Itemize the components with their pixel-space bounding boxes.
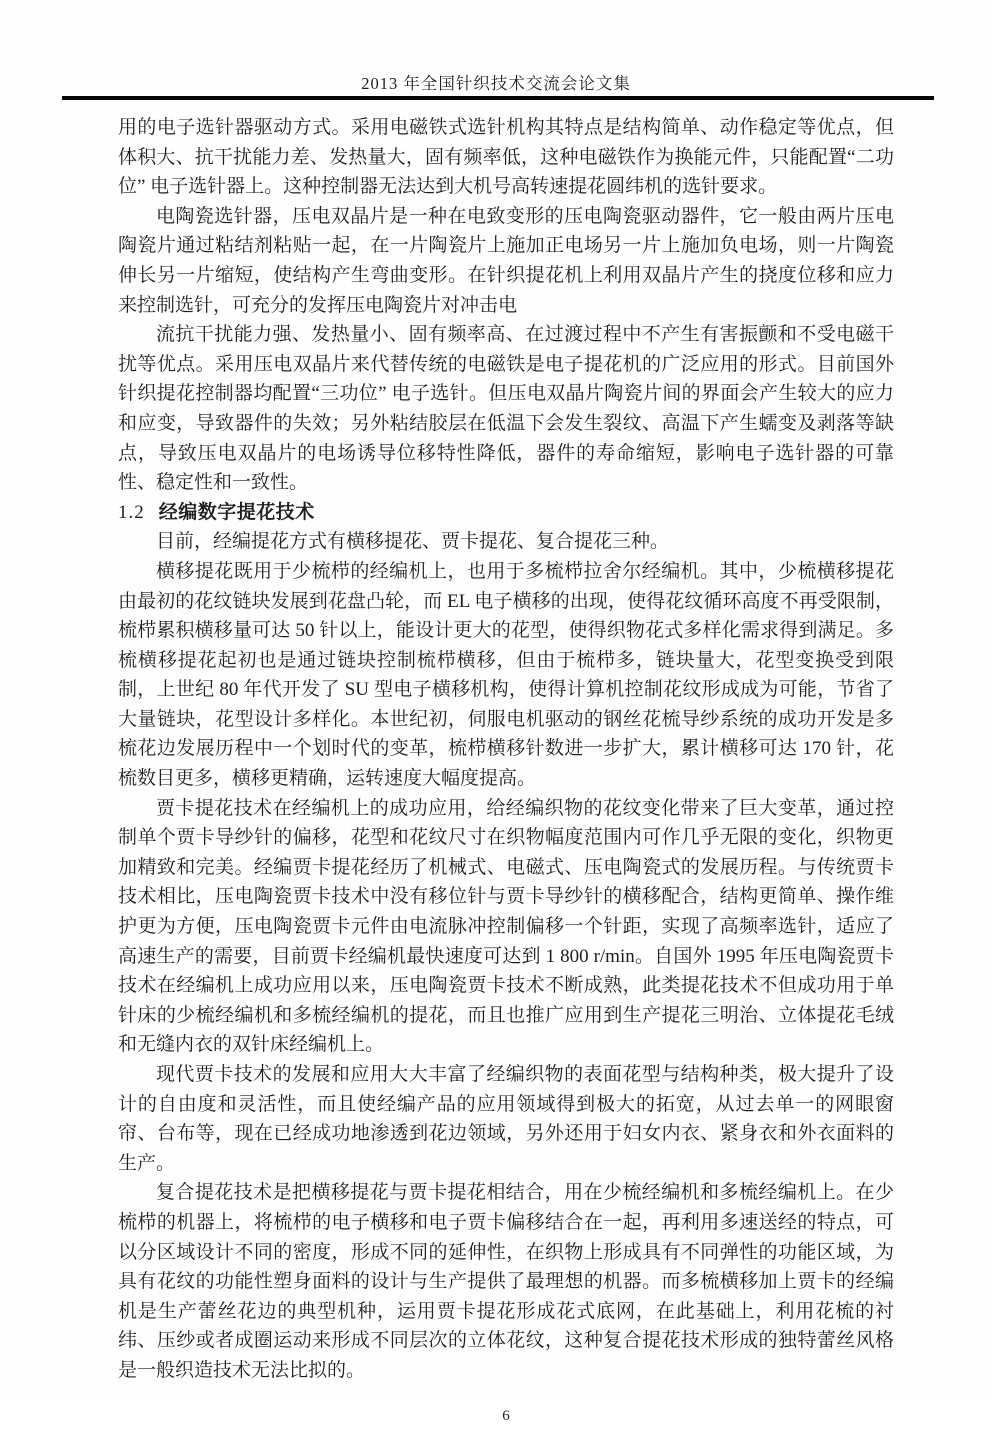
paragraph: 复合提花技术是把横移提花与贾卡提花相结合，用在少梳经编机和多梳经编机上。在少梳栉的机器上，将梳栉的电子横移和电子贾卡偏移结合在一起，再利用多速送经的特点，可以分区域设计不同的密度，形成不同的延伸性，在织物上形成具有不同弹性的功能区域，为具有花纹的功能性塑身面料的设计与生产提供了最理想的机器。而多梳横移加上贾卡的经编机是生产蕾丝花边的典型机种，运用贾卡提花形成花式底网，在此基础上，利用花梳的衬纬、压纱或者成圈运动来形成不同层次的立体花纹，这种复合提花技术形成的独特蕾丝风格是一般织造技术无法比拟的。 xyxy=(118,1182,894,1381)
running-header: 2013 年全国针织技术交流会论文集 xyxy=(361,74,631,93)
section-title: 经编数字提花技术 xyxy=(158,501,315,523)
paragraph: 电陶瓷选针器，压电双晶片是一种在电致变形的压电陶瓷驱动器件，它一般由两片压电陶瓷片通过粘结剂粘贴一起，在一片陶瓷片上施加正电场另一片上施加负电场，则一片陶瓷伸长另一片缩短，使结构产生弯曲变形。在针织提花机上利用双晶片产生的挠度位移和应力来控制选针，可充分的发挥压电陶瓷片对冲击电 xyxy=(118,205,894,316)
page-body xyxy=(118,113,894,1431)
section-number: 1.2 xyxy=(118,501,145,523)
section-heading xyxy=(118,498,894,528)
paragraph: 目前，经编提花方式有横移提花、贾卡提花、复合提花三种。 xyxy=(156,531,670,553)
page-number: 6 xyxy=(502,1407,510,1424)
paragraph: 用的电子选针器驱动方式。采用电磁铁式选针机构其特点是结构简单、动作稳定等优点，但体积大、抗干扰能力差、发热量大，固有频率低，这种电磁铁作为换能元件，只能配置“二功位” 电子选针器上。这种控制器无法达到大机号高转速提花圆纬机的选针要求。 xyxy=(118,117,894,198)
paragraph: 贾卡提花技术在经编机上的成功应用，给经编织物的花纹变化带来了巨大变革，通过控制单个贾卡导纱针的偏移，花型和花纹尺寸在织物幅度范围内可作几乎无限的变化，织物更加精致和完美。经编贾卡提花经历了机械式、电磁式、压电陶瓷式的发展历程。与传统贾卡技术相比，压电陶瓷贾卡技术中没有移位针与贾卡导纱针的横移配合，结构更简单、操作维护更为方便，压电陶瓷贾卡元件由电流脉冲控制偏移一个针距，实现了高频率选针，适应了高速生产的需要，目前贾卡经编机最快速度可达到 1 800 r/min。自国外 1995 年压电陶瓷贾卡技术在经编机上成功应用以来，压电陶瓷贾卡技术不断成熟，此类提花技术不但成功用于单针床的少梳经编机和多梳经编机的提花，而且也推广应用到生产提花三明治、立体提花毛绒和无缝内衣的双针床经编机上。 xyxy=(118,797,894,1056)
header-divider-rule xyxy=(62,96,934,100)
paragraph: 现代贾卡技术的发展和应用大大丰富了经编织物的表面花型与结构种类，极大提升了设计的自由度和灵活性，而且使经编产品的应用领域得到极大的拓宽，从过去单一的网眼窗帘、台布等，现在已经成功地渗透到花边领域，另外还用于妇女内衣、紧身衣和外衣面料的生产。 xyxy=(118,1064,894,1174)
paragraph: 流抗干扰能力强、发热量小、固有频率高、在过渡过程中不产生有害振颤和不受电磁干扰等优点。采用压电双晶片来代替传统的电磁铁是电子提花机的广泛应用的形式。目前国外针织提花控制器均配置“三功位” 电子选针。但压电双晶片陶瓷片间的界面会产生较大的应力和应变，导致器件的失效；另外粘结胶层在低温下会发生裂纹、高温下产生蠕变及剥落等缺点，导致压电双晶片的电场诱导位移特性降低，器件的寿命缩短，影响电子选针器的可靠性、稳定性和一致性。 xyxy=(118,324,894,494)
paragraph: 横移提花既用于少梳栉的经编机上，也用于多梳栉拉舍尔经编机。其中，少梳横移提花由最初的花纹链块发展到花盘凸轮，而 EL 电子横移的出现，使得花纹循环高度不再受限制，梳栉累积横移量可达 50 针以上，能设计更大的花型，使得织物花式多样化需求得到满足。多梳横移提花起初也是通过链块控制梳栉横移，但由于梳栉多，链块量大，花型变换受到限制，上世纪 80 年代开发了 SU 型电子横移机构，使得计算机控制花纹形成成为可能，节省了大量链块，花型设计多样化。本世纪初，伺服电机驱动的钢丝花梳导纱系统的成功开发是多梳花边发展历程中一个划时代的变革，梳栉横移针数进一步扩大，累计横移可达 170 针，花梳数目更多，横移更精确，运转速度大幅度提高。 xyxy=(118,560,894,790)
